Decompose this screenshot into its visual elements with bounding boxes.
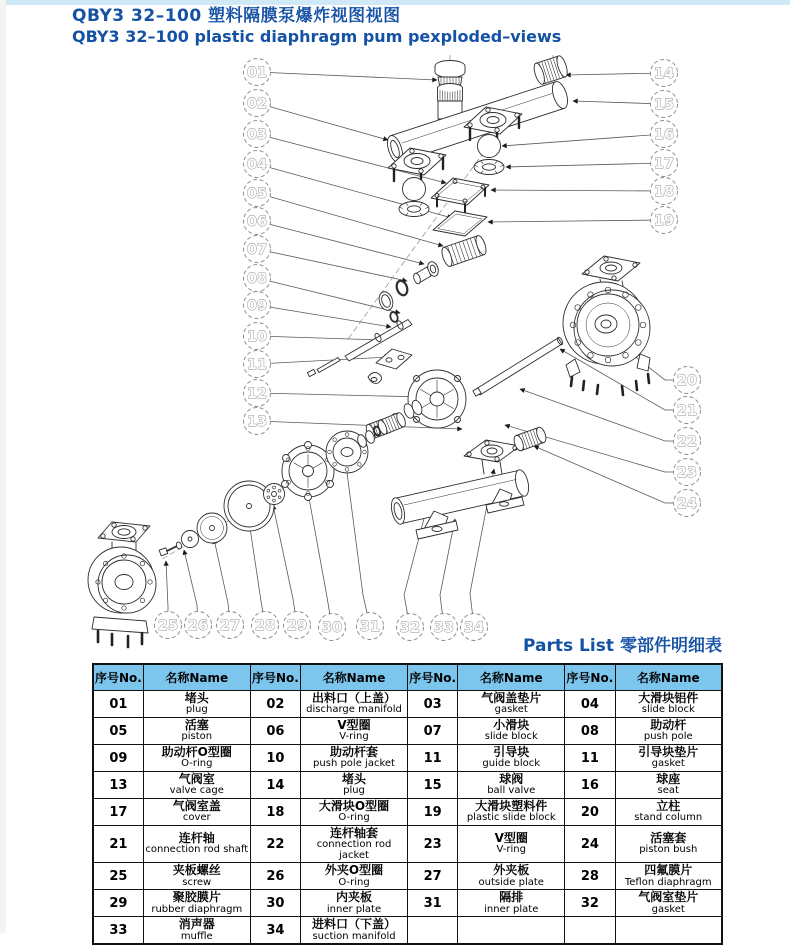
parts-table-row <box>93 799 722 826</box>
part-number-cell: 13 <box>93 772 143 799</box>
leader-line-30 <box>307 487 332 627</box>
part-name-cell <box>143 826 250 863</box>
parts-table-row <box>93 826 722 863</box>
parts-table-row <box>93 863 722 890</box>
part-name-cn: 气阀室 <box>178 772 215 787</box>
leader-line-32 <box>404 507 427 627</box>
leader-line-16 <box>502 134 664 146</box>
parts-table-row <box>93 745 722 772</box>
callout-17 <box>651 150 678 177</box>
part-name-en: cover <box>182 812 211 824</box>
callout-number: 09 <box>246 298 268 314</box>
callout-number: 02 <box>246 96 268 112</box>
part-number-cell: 11 <box>407 745 457 772</box>
callout-27 <box>217 612 244 639</box>
part-name-cell <box>458 718 565 745</box>
parts-table-header-row <box>93 664 722 691</box>
part-name-cell <box>615 826 722 863</box>
parts-table-row <box>93 772 722 799</box>
callout-number: 28 <box>254 618 276 634</box>
part-name-cn: 堵头 <box>342 772 367 787</box>
part-number-cell: 05 <box>93 718 143 745</box>
col-header-no: 序号No. <box>93 664 143 691</box>
part-name-en: valve cage <box>169 785 224 797</box>
part-name-cn: 大滑块铝件 <box>638 691 699 706</box>
part-name-en: muffle <box>180 930 213 942</box>
callout-number: 01 <box>246 65 268 81</box>
leader-line-09 <box>257 305 391 327</box>
part-name-cn: 气阀盖垫片 <box>481 691 542 706</box>
part-name-cn: 助动杆O型圈 <box>161 745 232 760</box>
part-name-en: seat <box>657 785 679 797</box>
leader-line-02 <box>257 103 388 140</box>
part-name-cn: 小滑块 <box>493 718 530 733</box>
part-number-cell: 23 <box>407 826 457 863</box>
part-name-cell <box>301 718 408 745</box>
part-number-cell: 09 <box>93 745 143 772</box>
part-name-cn: 外夹O型圈 <box>324 863 384 878</box>
col-header-name: 名称Name <box>458 664 565 691</box>
callout-06 <box>244 208 271 235</box>
part-number-cell: 15 <box>407 772 457 799</box>
part-name-en: piston <box>181 731 213 743</box>
part-name-cell <box>615 718 722 745</box>
leader-line-24 <box>534 446 687 503</box>
callout-31 <box>357 613 384 640</box>
col-header-no: 序号No. <box>407 664 457 691</box>
part-number-cell: 04 <box>565 691 615 718</box>
callout-09 <box>244 292 271 319</box>
callout-number: 20 <box>676 373 698 389</box>
parts-list-heading <box>500 631 745 656</box>
part-name-cell <box>301 772 408 799</box>
callout-number: 18 <box>653 184 675 200</box>
part-name-cell <box>301 890 408 917</box>
callout-05 <box>244 180 271 207</box>
callout-number: 33 <box>433 620 455 636</box>
part-name-cn: 连杆轴 <box>178 831 215 846</box>
col-header-name: 名称Name <box>143 664 250 691</box>
col-header-no: 序号No. <box>565 664 615 691</box>
part-number-cell: 22 <box>250 826 300 863</box>
part-name-cell <box>143 772 250 799</box>
callout-07 <box>244 236 271 263</box>
callout-number: 16 <box>653 127 675 143</box>
callout-25 <box>155 612 182 639</box>
part-number-cell: 21 <box>93 826 143 863</box>
part-name-cn: 聚胶膜片 <box>172 890 221 905</box>
part-name-en: slide block <box>641 704 695 716</box>
part-number-cell: 18 <box>250 799 300 826</box>
callout-15 <box>651 91 678 118</box>
part-name-cn: 连杆轴套 <box>330 826 379 840</box>
part-name-en: inner plate <box>326 903 382 915</box>
part-name-en: V-ring <box>496 844 526 856</box>
callout-number: 25 <box>157 618 179 634</box>
callout-number: 22 <box>676 434 698 450</box>
callout-14 <box>651 60 678 87</box>
part-name-en: gasket <box>651 903 685 915</box>
page-title <box>72 7 561 46</box>
part-name-cell <box>143 799 250 826</box>
part-name-cn: 球座 <box>656 772 681 787</box>
part-name-cn: 夹板螺丝 <box>172 863 221 878</box>
callout-number: 14 <box>653 66 675 82</box>
page-top-border <box>0 0 790 5</box>
callout-08 <box>244 265 271 292</box>
part-name-cell <box>458 863 565 890</box>
callout-23 <box>674 459 701 486</box>
part-name-en: plug <box>343 785 365 797</box>
part-name-cn: 大滑块O型圈 <box>318 799 390 814</box>
part-name-cell <box>143 863 250 890</box>
part-number-cell: 10 <box>250 745 300 772</box>
part-number-cell: 32 <box>565 890 615 917</box>
part-number-cell: 26 <box>250 863 300 890</box>
part-number-cell: 02 <box>250 691 300 718</box>
title-english: QBY3 32–100 plastic diaphragm pum pexploded–views <box>72 26 562 46</box>
callout-13 <box>244 408 271 435</box>
leader-line-05 <box>257 193 443 246</box>
parts-table-row <box>93 917 722 945</box>
part-name-en: discharge manifold <box>306 704 402 716</box>
leader-line-18 <box>491 190 664 191</box>
parts-list-heading-en: Parts List <box>523 636 614 656</box>
part-name-en: plastic slide block <box>466 812 556 824</box>
part-number-cell: 31 <box>407 890 457 917</box>
part-name-cn: V型圈 <box>494 831 528 846</box>
part-name-cell <box>458 890 565 917</box>
callout-number: 34 <box>463 620 485 636</box>
callout-19 <box>651 207 678 234</box>
callout-number: 15 <box>653 97 675 113</box>
callout-03 <box>244 121 271 148</box>
callout-34 <box>461 614 488 641</box>
callout-number: 29 <box>286 618 308 634</box>
part-name-en: ball valve <box>487 785 536 797</box>
right-pump-assembly <box>563 256 650 395</box>
part-number-cell: 08 <box>565 718 615 745</box>
part-name-cell <box>615 799 722 826</box>
leader-line-08 <box>257 278 400 313</box>
leader-line-01 <box>257 72 437 80</box>
callout-number: 30 <box>321 620 343 636</box>
part-name-cell <box>615 772 722 799</box>
part-name-cn: V型圈 <box>337 718 371 733</box>
callout-24 <box>674 490 701 517</box>
callout-11 <box>244 351 271 378</box>
part-name-cn: 活塞套 <box>650 831 687 846</box>
parts-list-heading-zh: 零部件明细表 <box>619 636 722 656</box>
callout-number: 03 <box>246 127 268 143</box>
part-number-cell: 06 <box>250 718 300 745</box>
part-number-cell <box>407 917 457 945</box>
callout-number: 12 <box>246 386 268 402</box>
part-name-cn: 消声器 <box>178 917 215 932</box>
part-name-cell <box>301 826 408 863</box>
part-name-cell <box>458 745 565 772</box>
page-left-border <box>0 0 6 933</box>
part-name-en: stand column <box>634 812 703 824</box>
parts-table-row <box>93 718 722 745</box>
col-header-no: 序号No. <box>250 664 300 691</box>
part-name-en: connection rod jacket <box>316 839 392 861</box>
callout-22 <box>674 428 701 455</box>
callout-32 <box>397 614 424 641</box>
callout-number: 32 <box>399 620 421 636</box>
title-chinese: QBY3 32–100 塑料隔膜泵爆炸视图视图 <box>72 6 401 26</box>
callout-number: 31 <box>359 619 381 635</box>
part-name-cn: 球阀 <box>499 772 524 787</box>
part-name-cn: 引导块 <box>493 745 530 760</box>
part-name-en: O-ring <box>338 876 370 888</box>
part-name-cn: 立柱 <box>656 799 681 814</box>
leader-line-10 <box>257 336 381 340</box>
callout-number: 27 <box>219 618 241 634</box>
part-name-en: Teflon diaphragm <box>624 876 712 888</box>
part-name-cell <box>615 890 722 917</box>
part-name-cell <box>615 745 722 772</box>
part-number-cell: 19 <box>407 799 457 826</box>
part-name-cn: 引导块垫片 <box>638 745 699 760</box>
part-name-cn: 大滑块塑料件 <box>475 799 548 814</box>
part-name-en: push pole jacket <box>313 758 395 770</box>
part-name-cn: 进料口（下盖） <box>312 917 397 932</box>
part-name-cell <box>143 691 250 718</box>
callout-04 <box>244 151 271 178</box>
part-number-cell: 17 <box>93 799 143 826</box>
parts-table-row <box>93 691 722 718</box>
callout-number: 23 <box>676 465 698 481</box>
leader-line-06 <box>257 221 424 264</box>
part-name-en: connection rod shaft <box>145 844 249 856</box>
part-name-en: O-ring <box>338 812 370 824</box>
callout-number: 10 <box>246 329 268 345</box>
part-name-cn: 活塞 <box>184 718 209 733</box>
leader-line-14 <box>566 73 664 75</box>
part-name-cell <box>458 691 565 718</box>
callout-number: 08 <box>246 271 268 287</box>
part-name-en: inner plate <box>484 903 539 915</box>
part-name-cn: 助动杆套 <box>330 745 379 760</box>
callout-number: 21 <box>676 403 698 419</box>
callout-30 <box>319 614 346 641</box>
part-number-cell: 34 <box>250 917 300 945</box>
part-name-cell <box>458 799 565 826</box>
part-name-cell <box>143 718 250 745</box>
callout-number: 11 <box>246 357 268 373</box>
disc-stack <box>159 412 407 556</box>
part-name-cell <box>301 799 408 826</box>
part-name-en: rubber diaphragm <box>151 903 243 915</box>
callout-number: 17 <box>653 156 675 172</box>
callout-20 <box>674 367 701 394</box>
leader-line-29 <box>273 505 297 625</box>
col-header-name: 名称Name <box>301 664 408 691</box>
part-number-cell: 29 <box>93 890 143 917</box>
col-header-name: 名称Name <box>615 664 722 691</box>
part-name-cn: 四氟膜片 <box>644 863 693 878</box>
part-number-cell: 33 <box>93 917 143 945</box>
part-name-cn: 助动杆 <box>650 718 687 733</box>
part-name-en: V-ring <box>339 731 369 743</box>
part-name-en: O-ring <box>181 758 213 770</box>
part-name-cn: 气阀室垫片 <box>638 890 699 905</box>
part-name-cell <box>301 863 408 890</box>
part-name-en: plug <box>185 704 208 716</box>
pump-drawing <box>88 55 650 647</box>
leader-line-12 <box>257 393 425 397</box>
callout-28 <box>252 612 279 639</box>
valve-cover-part <box>431 178 489 212</box>
part-name-cn: 出料口（上盖） <box>312 691 397 706</box>
callout-21 <box>674 397 701 424</box>
part-number-cell: 14 <box>250 772 300 799</box>
part-name-cell <box>615 691 722 718</box>
callout-02 <box>244 90 271 117</box>
part-name-cn: 外夹板 <box>493 863 530 878</box>
part-name-cn: 堵头 <box>184 691 209 706</box>
part-name-en: guide block <box>482 758 541 770</box>
muffler-cylinder-part <box>532 55 569 86</box>
part-name-cell <box>143 745 250 772</box>
part-number-cell: 24 <box>565 826 615 863</box>
callout-number: 07 <box>246 242 268 258</box>
part-name-cn: 内夹板 <box>336 890 373 905</box>
part-number-cell: 20 <box>565 799 615 826</box>
part-name-cell <box>458 772 565 799</box>
part-name-en: piston bush <box>639 844 698 856</box>
part-name-cell <box>615 863 722 890</box>
part-name-cell <box>458 826 565 863</box>
exploded-view-diagram <box>60 52 770 652</box>
part-name-en: gasket <box>494 704 528 716</box>
part-name-en: gasket <box>651 758 685 770</box>
part-number-cell: 03 <box>407 691 457 718</box>
leader-line-33 <box>440 519 455 627</box>
callout-number: 24 <box>676 496 698 512</box>
part-number-cell: 27 <box>407 863 457 890</box>
part-name-cell <box>143 917 250 945</box>
part-name-cell <box>301 917 408 945</box>
callout-10 <box>244 323 271 350</box>
part-name-cell <box>301 691 408 718</box>
part-name-en: slide block <box>484 731 538 743</box>
part-number-cell: 11 <box>565 745 615 772</box>
callout-number: 04 <box>246 157 268 173</box>
callout-number: 06 <box>246 214 268 230</box>
callout-18 <box>651 178 678 205</box>
part-number-cell: 01 <box>93 691 143 718</box>
part-number-cell: 28 <box>565 863 615 890</box>
part-number-cell: 07 <box>407 718 457 745</box>
stand-column-part <box>473 336 564 396</box>
callout-01 <box>244 59 271 86</box>
parts-table <box>92 663 723 945</box>
leader-line-31 <box>346 465 370 626</box>
leader-line-17 <box>506 163 664 167</box>
callout-26 <box>185 612 212 639</box>
left-pump-assembly <box>88 522 156 647</box>
part-number-cell: 25 <box>93 863 143 890</box>
callout-12 <box>244 380 271 407</box>
part-name-en: push pole <box>643 731 693 743</box>
plug-muffler-part <box>435 61 465 105</box>
part-name-en: screw <box>182 876 212 888</box>
part-name-en: outside plate <box>478 876 544 888</box>
callout-number: 26 <box>187 618 209 634</box>
callout-33 <box>431 614 458 641</box>
callout-number: 13 <box>246 414 268 430</box>
part-number-cell: 30 <box>250 890 300 917</box>
valve-body-part <box>440 234 488 267</box>
part-name-cn: 隔排 <box>499 890 524 905</box>
part-number-cell: 16 <box>565 772 615 799</box>
part-number-cell <box>565 917 615 945</box>
callout-number: 19 <box>653 213 675 229</box>
callout-29 <box>284 612 311 639</box>
part-name-cell <box>143 890 250 917</box>
callout-number: 05 <box>246 186 268 202</box>
leader-line-19 <box>488 220 664 222</box>
part-name-cn: 气阀室盖 <box>172 799 221 814</box>
part-name-cell <box>301 745 408 772</box>
callout-16 <box>651 121 678 148</box>
leader-line-28 <box>249 521 265 625</box>
suction-manifold-part <box>389 426 548 539</box>
small-parts-cascade <box>307 260 440 383</box>
part-name-cell <box>615 917 722 945</box>
leader-line-11 <box>257 357 389 364</box>
part-name-cell <box>458 917 565 945</box>
parts-table-row <box>93 890 722 917</box>
part-name-en: suction manifold <box>312 930 396 942</box>
